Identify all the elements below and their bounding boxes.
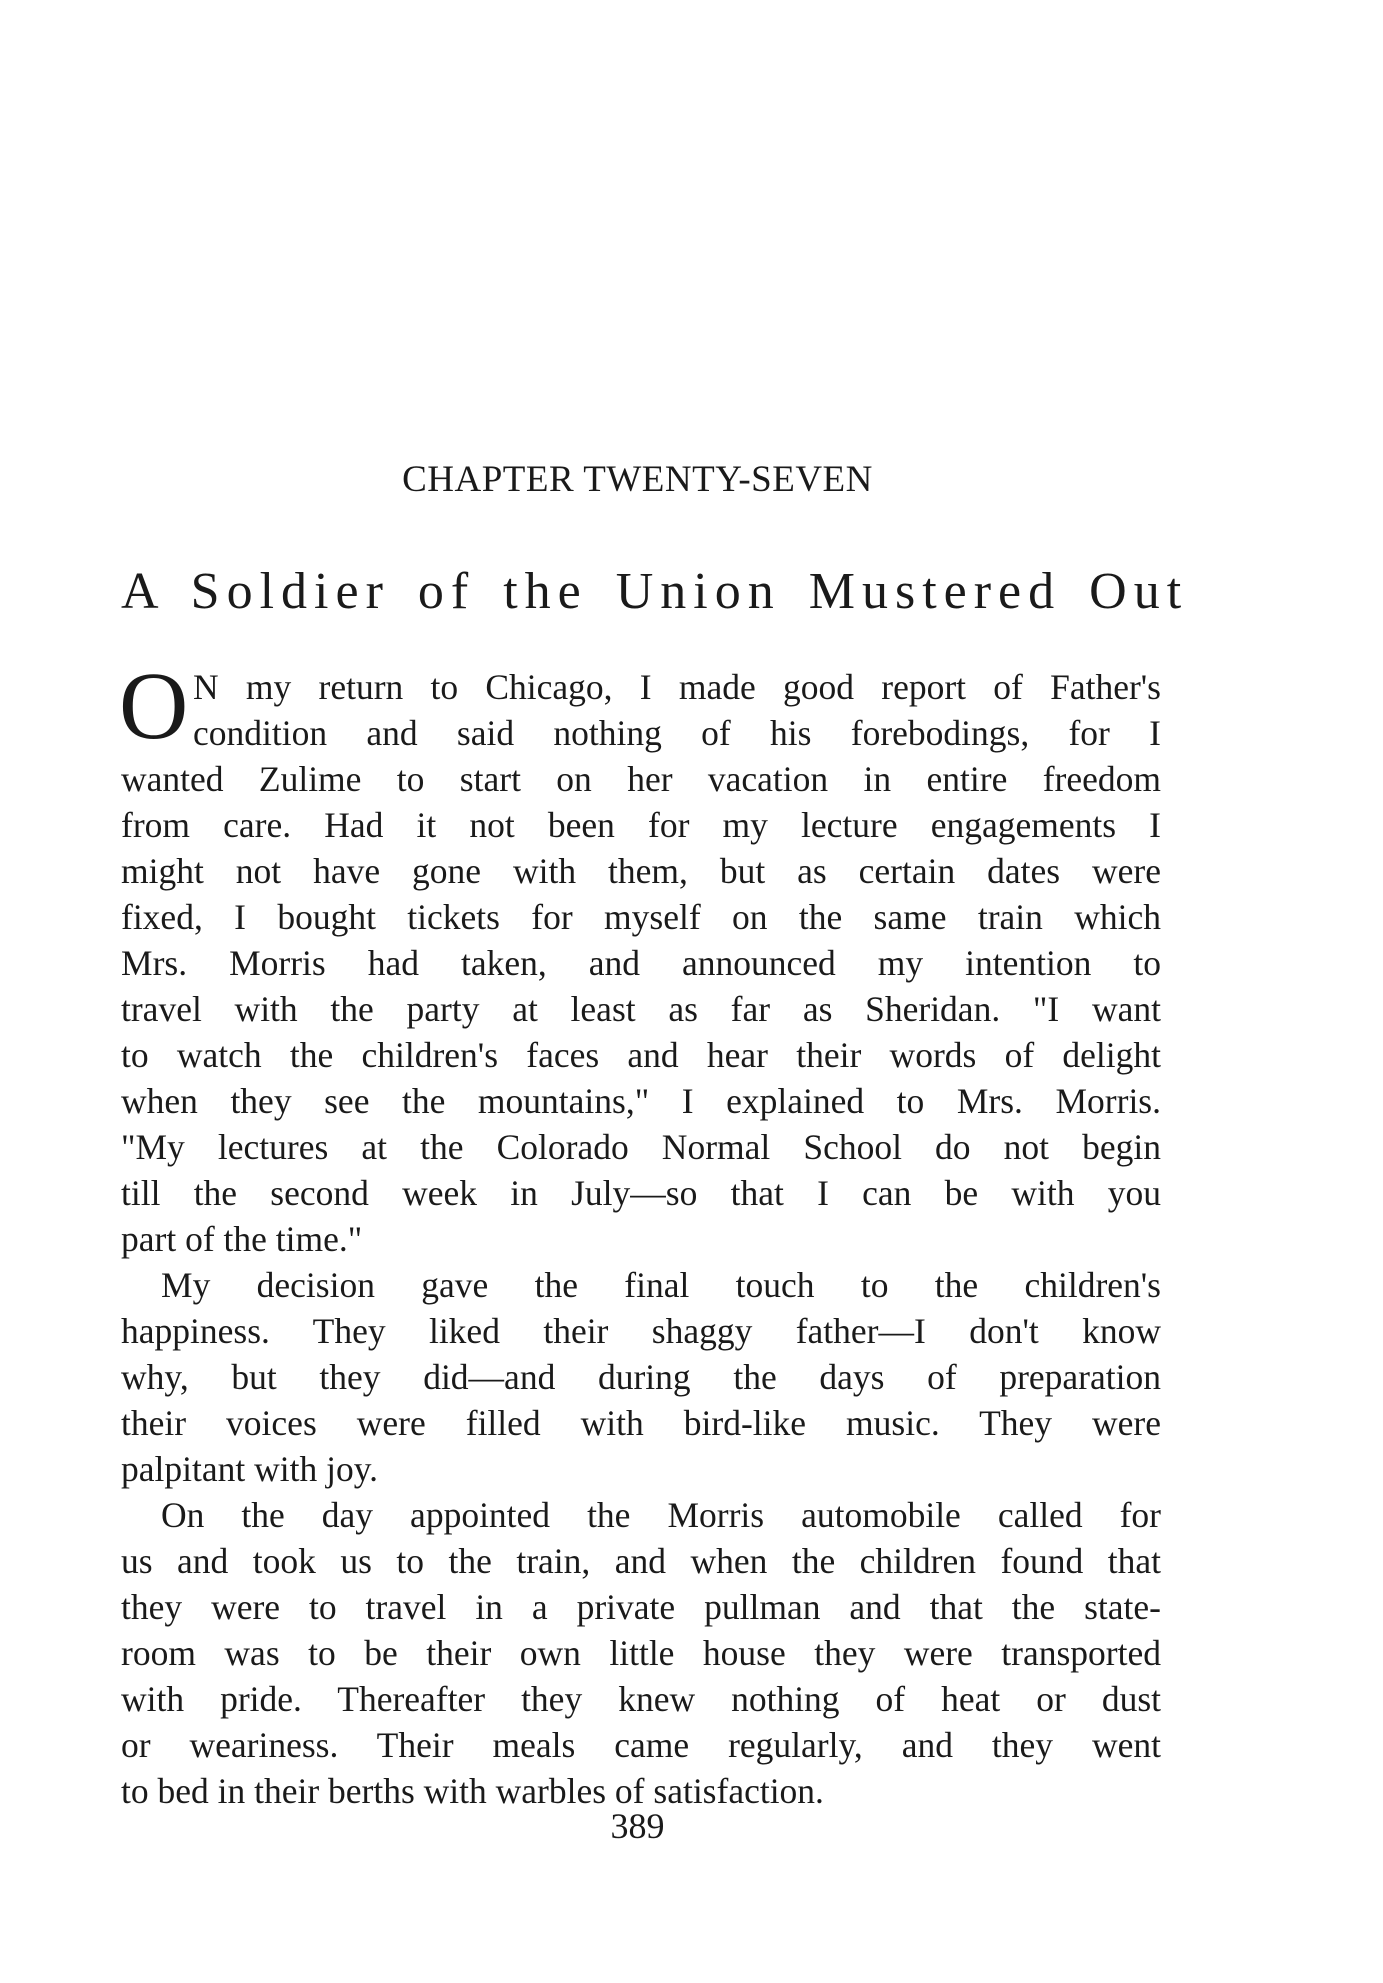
text-line: N my return to Chicago, I made good report of Father's	[193, 667, 1161, 707]
text-line: palpitant with joy.	[121, 1449, 379, 1489]
text-line: us and took us to the train, and when the children found that	[121, 1541, 1161, 1581]
text-line: with pride. Thereafter they knew nothing of heat or dust	[121, 1679, 1161, 1719]
text-line: to bed in their berths with warbles of satisfaction.	[121, 1771, 824, 1811]
text-line: Mrs. Morris had taken, and announced my intention to	[121, 943, 1161, 983]
text-line: till the second week in July—so that I can be with you	[121, 1173, 1161, 1213]
paragraph-1	[119, 652, 1161, 1262]
text-line: they were to travel in a private pullman and that the state-	[121, 1587, 1161, 1627]
page-number: 389	[610, 1806, 665, 1846]
text-line: wanted Zulime to start on her vacation in entire freedom	[121, 759, 1161, 799]
text-line: why, but they did—and during the days of preparation	[121, 1357, 1161, 1397]
text-line: My decision gave the final touch to the children's	[161, 1265, 1161, 1305]
text-line: happiness. They liked their shaggy father—I don't know	[121, 1311, 1161, 1351]
chapter-label: CHAPTER TWENTY-SEVEN	[402, 459, 873, 500]
text-line: "My lectures at the Colorado Normal School do not begin	[121, 1127, 1161, 1167]
text-line: their voices were filled with bird-like music. They were	[121, 1403, 1161, 1443]
text-line: travel with the party at least as far as Sheridan. "I want	[121, 989, 1161, 1029]
drop-cap: O	[119, 652, 189, 759]
text-line: condition and said nothing of his forebodings, for I	[193, 713, 1161, 753]
text-line: when they see the mountains," I explained to Mrs. Morris.	[121, 1081, 1161, 1121]
text-line: to watch the children's faces and hear their words of delight	[121, 1035, 1161, 1075]
text-line: from care. Had it not been for my lecture engagements I	[121, 805, 1161, 845]
text-line: fixed, I bought tickets for myself on the same train which	[121, 897, 1161, 937]
paragraph-3	[121, 1492, 1161, 1814]
text-line: or weariness. Their meals came regularly, and they went	[121, 1725, 1161, 1765]
text-line: part of the time."	[121, 1219, 363, 1259]
text-line: On the day appointed the Morris automobile called for	[161, 1495, 1161, 1535]
text-line: room was to be their own little house they were transported	[121, 1633, 1161, 1673]
paragraph-2	[121, 1262, 1161, 1492]
chapter-title: A Soldier of the Union Mustered Out	[121, 563, 1189, 620]
body-text	[119, 652, 1161, 1814]
text-line: might not have gone with them, but as certain dates were	[121, 851, 1161, 891]
